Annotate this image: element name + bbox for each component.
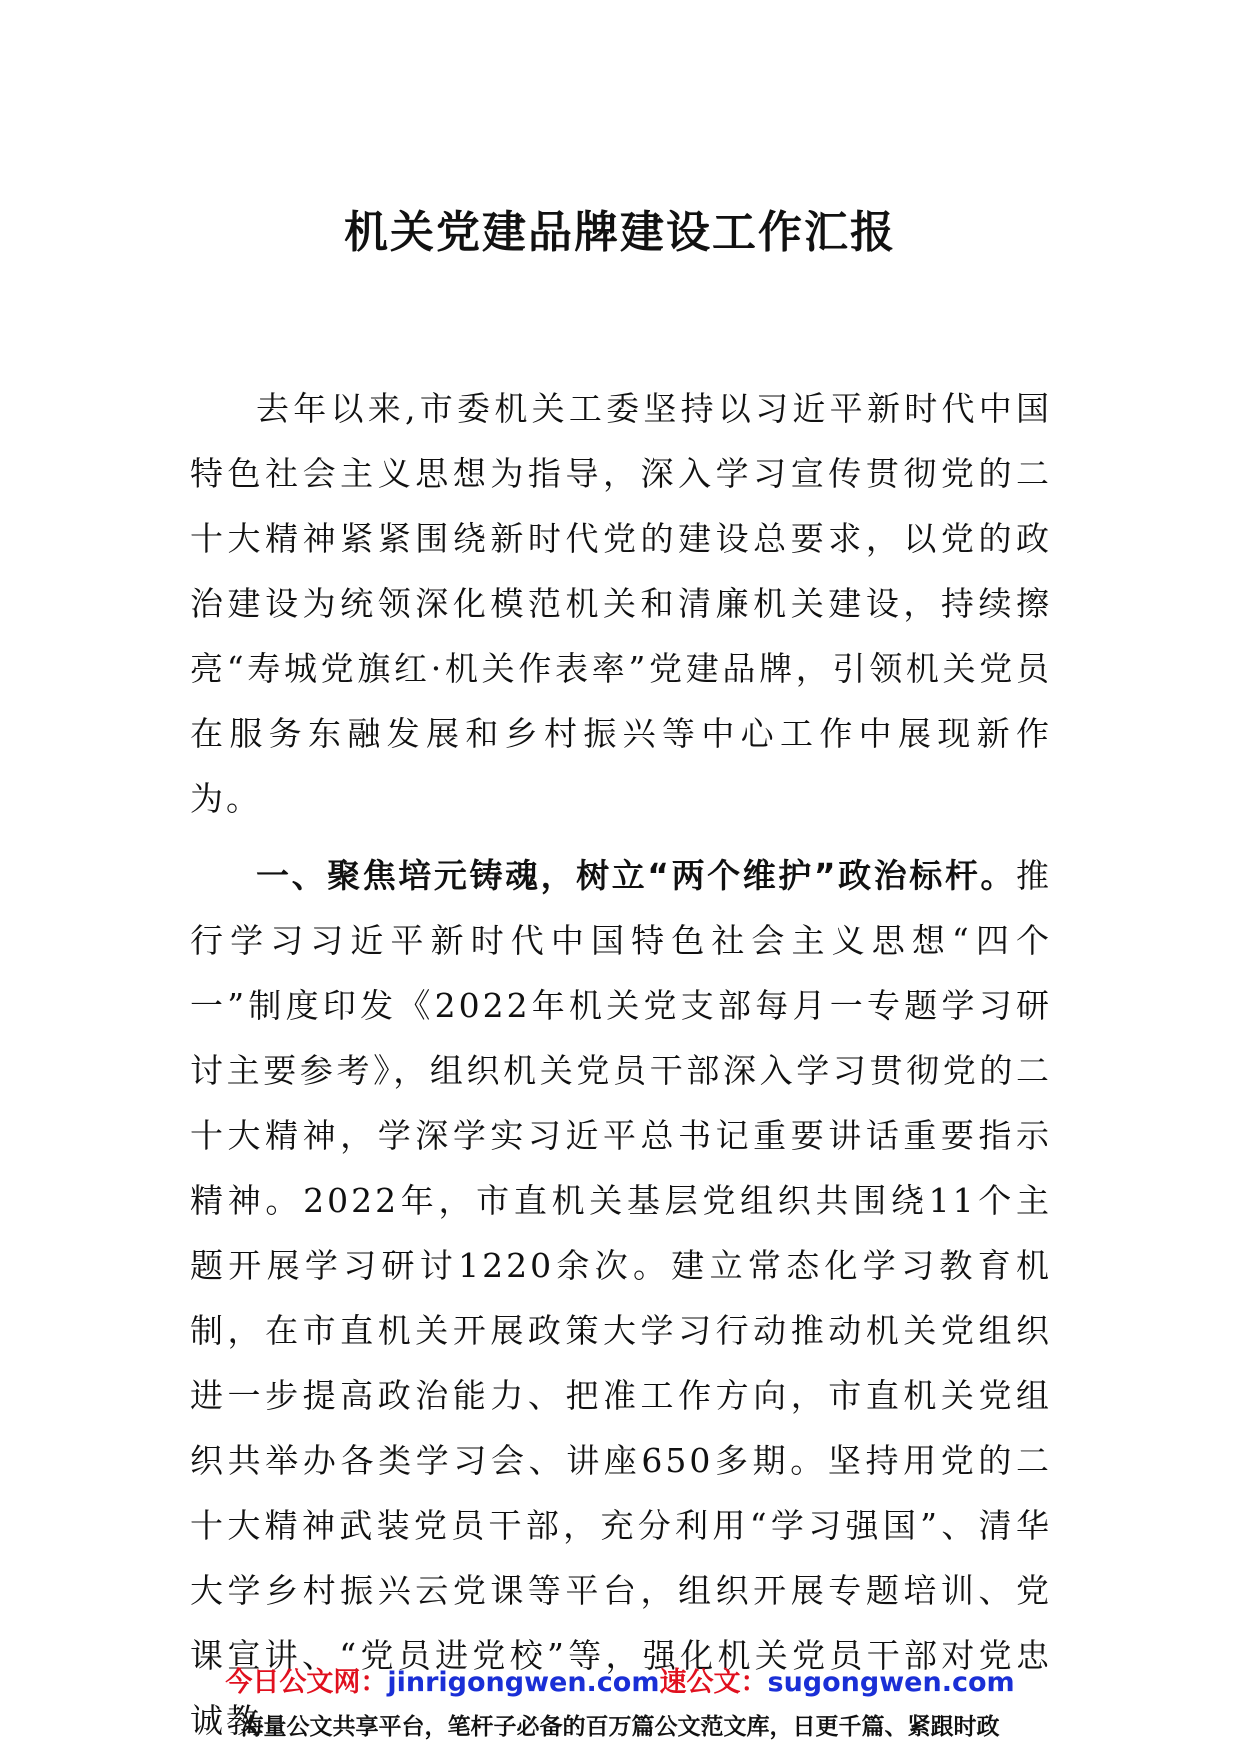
paragraph-text: 推行学习习近平新时代中国特色社会主义思想“四个一”制度印发《2022年机关党支部每月一专题学习研讨主要参考》，组织机关党员干部深入学习贯彻党的二十大精神，学深学实习近平总书记重要讲话重要指示精神。2022年，市直机关基层党组织共围绕11个主题开展学习研讨1220余次。建立常态化学习教育机制，在市直机关开展政策大学习行动推动机关党组织进一步提高政治能力、把准工作方向，市直机关党组织共举办各类学习会、讲座650多期。坚持用党的二十大精神武装党员干部，充分利用“学习强国”、清华大学乡村振兴云党课等平台，组织开展专题培训、党课宣讲、“党员进党校”等，强化机关党员干部对党忠诚教 xyxy=(190,856,1052,1740)
paragraph-intro xyxy=(190,376,1052,831)
paragraph-text: 去年以来,市委机关工委坚持以习近平新时代中国特色社会主义思想为指导，深入学习宣传贯彻党的二十大精神紧紧围绕新时代党的建设总要求，以党的政治建设为统领深化模范机关和清廉机关建设，持续擦亮“寿城党旗红·机关作表率”党建品牌，引领机关党员在服务东融发展和乡村振兴等中心工作中展现新作为。 xyxy=(190,389,1052,818)
section-heading: 一、聚焦培元铸魂，树立“两个维护”政治标杆。 xyxy=(256,856,1016,895)
paragraph-section-one xyxy=(190,843,1052,1753)
document-title: 机关党建品牌建设工作汇报 xyxy=(344,207,896,258)
footer-site2-link[interactable]: sugongwen.com xyxy=(767,1667,1015,1698)
footer-slogan: 海量公文共享平台，笔杆子必备的百万篇公文范文库，日更千篇、紧跟时政 xyxy=(240,1714,1000,1740)
footer-site2-name: 速公文： xyxy=(659,1667,768,1698)
footer-site1-name: 今日公文网： xyxy=(225,1667,388,1698)
footer-sites xyxy=(0,1660,1240,1699)
footer-site1-link[interactable]: jinrigongwen.com xyxy=(387,1667,660,1698)
document-body xyxy=(190,376,1052,1753)
